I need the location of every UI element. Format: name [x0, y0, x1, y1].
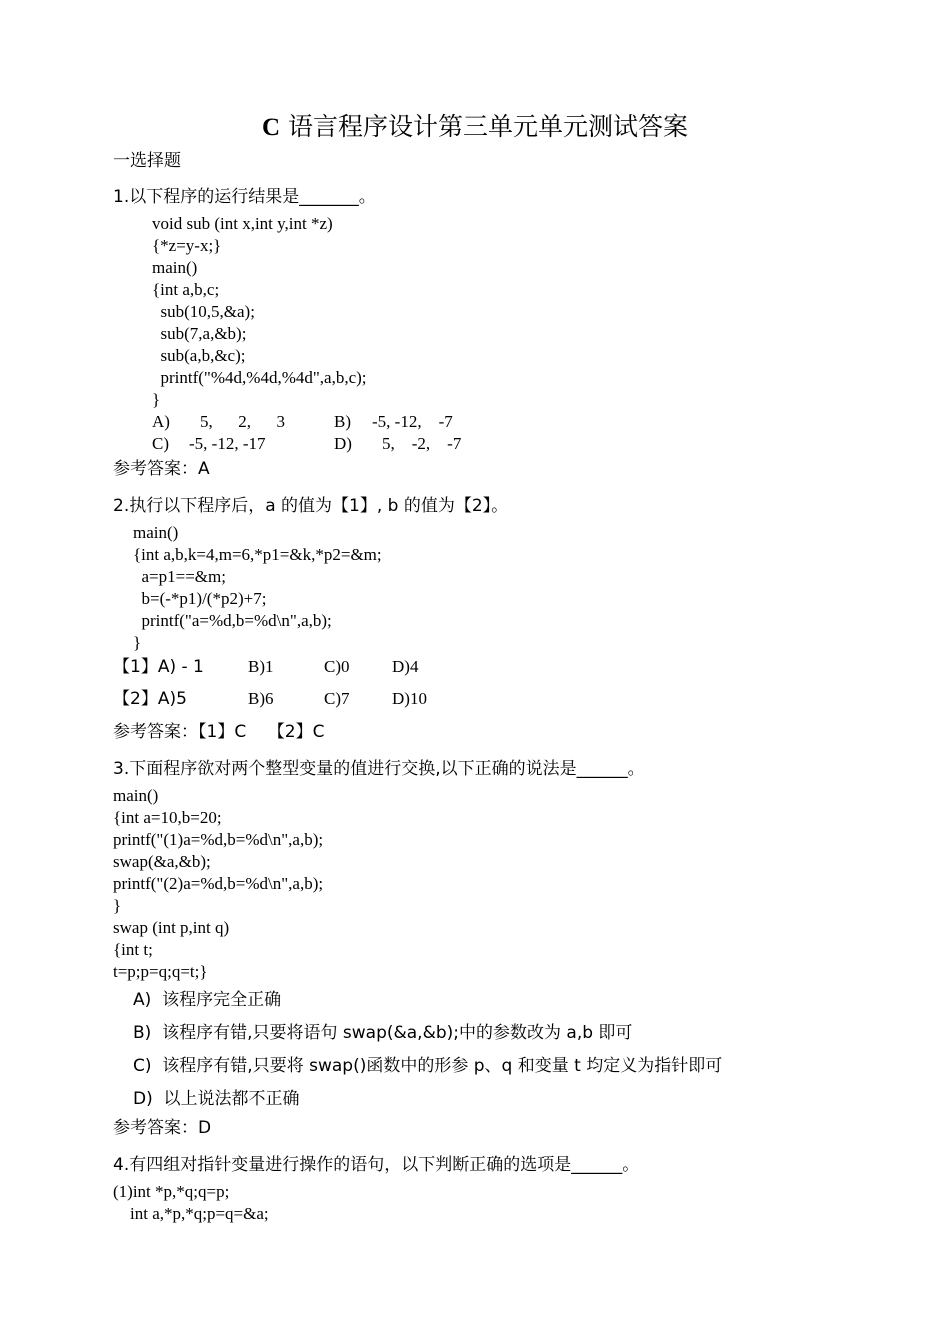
q2-answer: 参考答案：【1】C 【2】C [113, 722, 325, 742]
q2-stem: 2.执行以下程序后，a 的值为【1】, b 的值为【2】。 [113, 496, 509, 516]
q3-option-c: C) 该程序有错,只要将 swap()函数中的形参 p、q 和变量 t 均定义为指针即可 [133, 1056, 723, 1076]
document-title [0, 112, 950, 143]
q2-row2-label: 【2】A)5 [113, 689, 187, 709]
code-line: swap (int p,int q) [113, 918, 230, 937]
q2-row2-option-c: C)7 [324, 689, 350, 708]
code-line: main() [152, 258, 198, 277]
code-line: {*z=y-x;} [152, 236, 222, 255]
code-line: } [113, 896, 122, 915]
q2-row1-label: 【1】A) - 1 [113, 657, 204, 677]
q1-option-c-value: -5, -12, -17 [189, 434, 266, 453]
code-line: sub(a,b,&c); [152, 346, 246, 365]
q1-option-d-label: D) [334, 434, 352, 453]
q3-answer: 参考答案：D [113, 1118, 212, 1138]
code-line: main() [113, 786, 159, 805]
code-line: a=p1==&m; [133, 567, 226, 586]
q1-option-c-label: C) [152, 434, 169, 453]
title-prefix: C [261, 114, 281, 141]
q1-option-b-value: -5, -12, -7 [372, 412, 453, 431]
code-line: t=p;p=q;q=t;} [113, 962, 208, 981]
code-line: } [152, 390, 161, 409]
q2-row1-option-c: C)0 [324, 657, 350, 676]
code-line: printf("a=%d,b=%d\n",a,b); [133, 611, 332, 630]
code-line: printf("%4d,%4d,%4d",a,b,c); [152, 368, 367, 387]
q1-option-a-value: 5, 2, 3 [200, 412, 285, 431]
q1-stem: 1.以下程序的运行结果是_______。 [113, 187, 376, 207]
code-line: {int a=10,b=20; [113, 808, 222, 827]
section-heading: 一选择题 [113, 151, 181, 171]
q1-answer: 参考答案：A [113, 459, 210, 479]
code-line: sub(7,a,&b); [152, 324, 247, 343]
code-line: int a,*p,*q;p=q=&a; [113, 1204, 269, 1223]
q3-option-b: B) 该程序有错,只要将语句 swap(&a,&b);中的参数改为 a,b 即可 [133, 1023, 633, 1043]
code-line: main() [133, 523, 179, 542]
q3-option-d: D) 以上说法都不正确 [133, 1089, 300, 1109]
code-line: {int a,b,c; [152, 280, 220, 299]
q3-stem: 3.下面程序欲对两个整型变量的值进行交换,以下正确的说法是______。 [113, 759, 645, 779]
code-line: printf("(2)a=%d,b=%d\n",a,b); [113, 874, 324, 893]
code-line: printf("(1)a=%d,b=%d\n",a,b); [113, 830, 324, 849]
q2-row2-option-d: D)10 [392, 689, 427, 708]
q3-option-a: A) 该程序完全正确 [133, 990, 282, 1010]
q4-stem: 4.有四组对指针变量进行操作的语句，以下判断正确的选项是______。 [113, 1155, 640, 1175]
q2-row2-option-b: B)6 [248, 689, 274, 708]
q2-row1-option-d: D)4 [392, 657, 419, 676]
code-line: {int a,b,k=4,m=6,*p1=&k,*p2=&m; [133, 545, 382, 564]
code-line: swap(&a,&b); [113, 852, 211, 871]
q1-option-a-label: A) [152, 412, 170, 431]
code-line: (1)int *p,*q;q=p; [113, 1182, 230, 1201]
q1-option-b-label: B) [334, 412, 351, 431]
code-line: sub(10,5,&a); [152, 302, 255, 321]
q1-option-d-value: 5, -2, -7 [382, 434, 462, 453]
title-text: 语言程序设计第三单元单元测试答案 [280, 112, 688, 141]
code-line: b=(-*p1)/(*p2)+7; [133, 589, 267, 608]
q2-row1-option-b: B)1 [248, 657, 274, 676]
code-line: } [133, 633, 142, 652]
code-line: {int t; [113, 940, 153, 959]
code-line: void sub (int x,int y,int *z) [152, 214, 333, 233]
